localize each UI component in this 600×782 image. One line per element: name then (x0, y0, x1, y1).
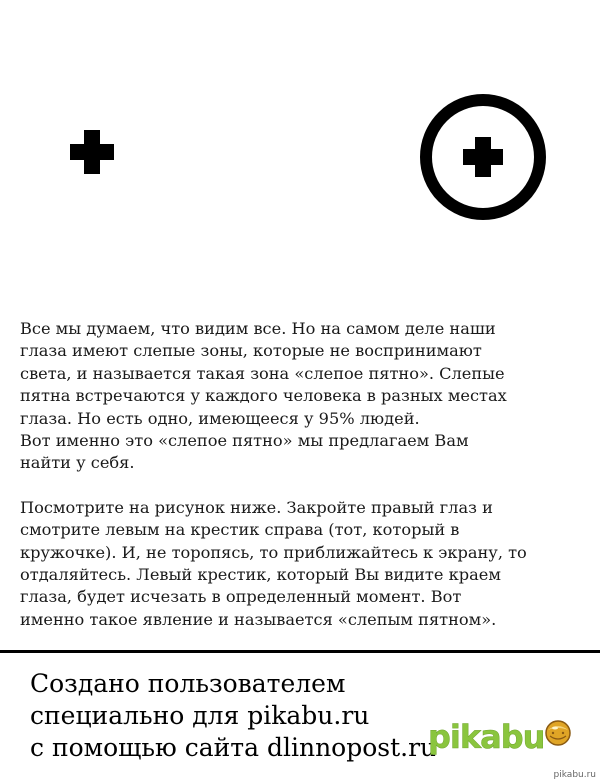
pikabu-logo[interactable] (428, 712, 574, 762)
logo-text: pikabu (428, 718, 545, 756)
text-line: Все мы думаем, что видим все. Но на самом деле наши (20, 319, 496, 338)
paragraph-instructions (20, 497, 585, 631)
text-line: Вот именно это «слепое пятно» мы предлагаем Вам (20, 431, 469, 451)
text-line: именно такое явление и называется «слепым пятном». (20, 609, 497, 629)
circled-cross-icon (418, 92, 548, 222)
blind-spot-figure (0, 0, 600, 300)
text-line: смотрите левым на крестик справа (тот, который в (20, 520, 460, 540)
text-line: кружочке). И, не торопясь, то приближайтесь к экрану, то (20, 542, 527, 562)
text-line: Посмотрите на рисунок ниже. Закройте правый глаз и (20, 497, 493, 517)
text-line: глаза имеют слепые зоны, которые не воспринимают (20, 341, 482, 361)
text-line: глаза, будет исчезать в определенный момент. Вот (20, 587, 462, 607)
pikabu-logo-icon (542, 716, 574, 748)
text-line: пятна встречаются у каждого человека в разных местах (20, 386, 507, 406)
footer-line: Создано пользователем (30, 669, 346, 698)
text-line: найти у себя. (20, 453, 135, 473)
text-line: глаза. Но есть одно, имеющееся у 95% людей. (20, 408, 420, 428)
text-line: отдаляйтесь. Левый крестик, который Вы видите краем (20, 565, 501, 585)
paragraph-intro (20, 318, 585, 475)
footer-credits (30, 668, 450, 764)
instruction-text (20, 318, 585, 631)
cross-icon (68, 128, 116, 176)
footer-line: специально для pikabu.ru (30, 701, 370, 730)
text-line: света, и называется такая зона «слепое пятно». Слепые (20, 363, 505, 383)
divider (0, 650, 600, 653)
watermark: pikabu.ru (553, 770, 596, 780)
footer-line: с помощью сайта dlinnopost.ru (30, 733, 437, 762)
